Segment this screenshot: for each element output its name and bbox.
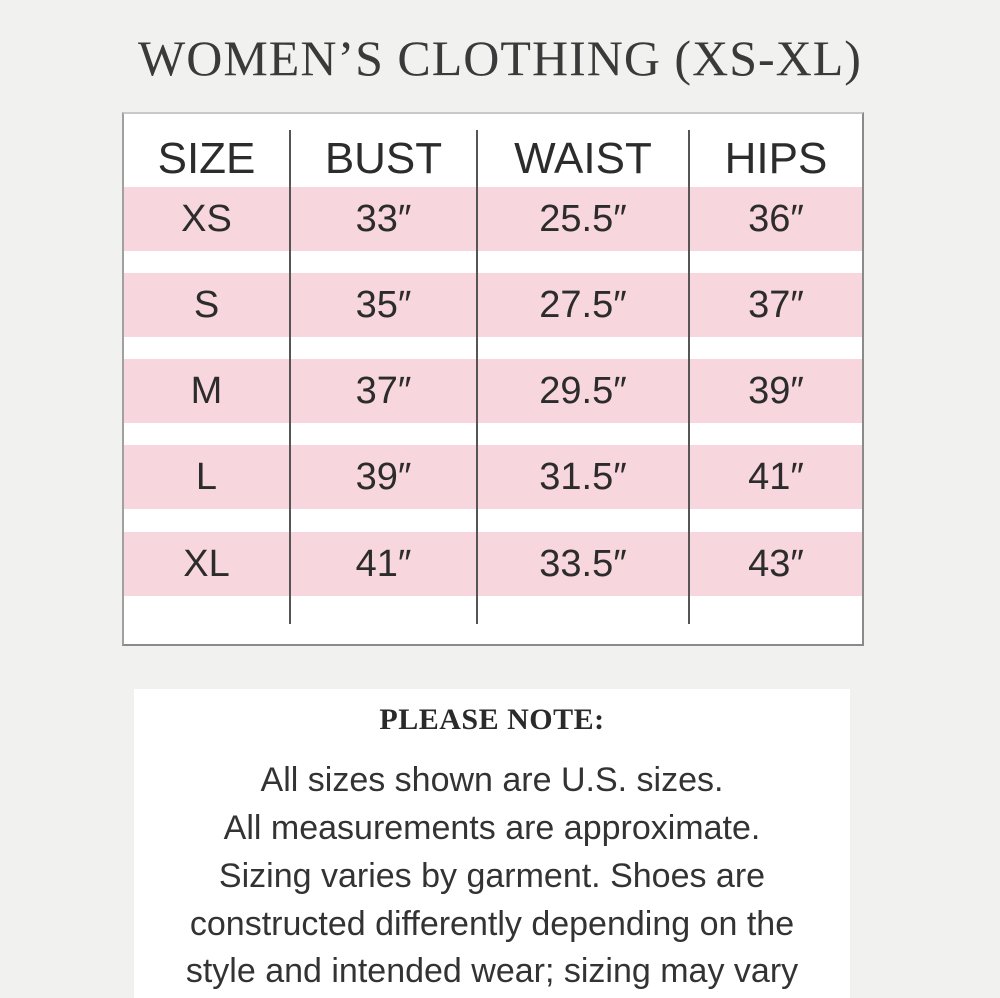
cell-waist: 31.5″ [539,456,627,498]
cell-size: L [195,456,218,498]
cell-hips: 39″ [748,370,804,412]
note-line: Sizing varies by garment. Shoes are [218,857,766,895]
cell-hips: 41″ [748,456,804,498]
cell-waist: 25.5″ [539,198,627,240]
note-line: constructed differently depending on the [189,905,795,943]
cell-size: XS [181,198,232,240]
page-title: WOMEN’S CLOTHING (XS-XL) [138,30,862,86]
header-bust: BUST [324,134,443,183]
header-waist: WAIST [514,134,652,183]
cell-hips: 43″ [748,543,804,585]
cell-waist: 33.5″ [539,543,627,585]
cell-bust: 33″ [355,198,412,240]
cell-hips: 36″ [748,198,804,240]
cell-size: M [190,370,223,412]
cell-hips: 37″ [748,284,804,326]
header-hips: HIPS [724,134,828,183]
cell-bust: 37″ [355,370,412,412]
header-size: SIZE [157,134,256,183]
size-chart-table [122,112,864,646]
cell-bust: 41″ [355,543,412,585]
note-line: style and intended wear; sizing may vary [185,952,799,990]
cell-size: XL [183,543,230,585]
note-line: All sizes shown are U.S. sizes. [260,761,724,799]
cell-size: S [193,284,220,326]
note-box [134,689,850,998]
note-line: All measurements are approximate. [223,809,761,847]
cell-bust: 35″ [355,284,412,326]
cell-bust: 39″ [355,456,412,498]
cell-waist: 29.5″ [539,370,627,412]
note-heading: PLEASE NOTE: [379,703,605,736]
cell-waist: 27.5″ [539,284,627,326]
